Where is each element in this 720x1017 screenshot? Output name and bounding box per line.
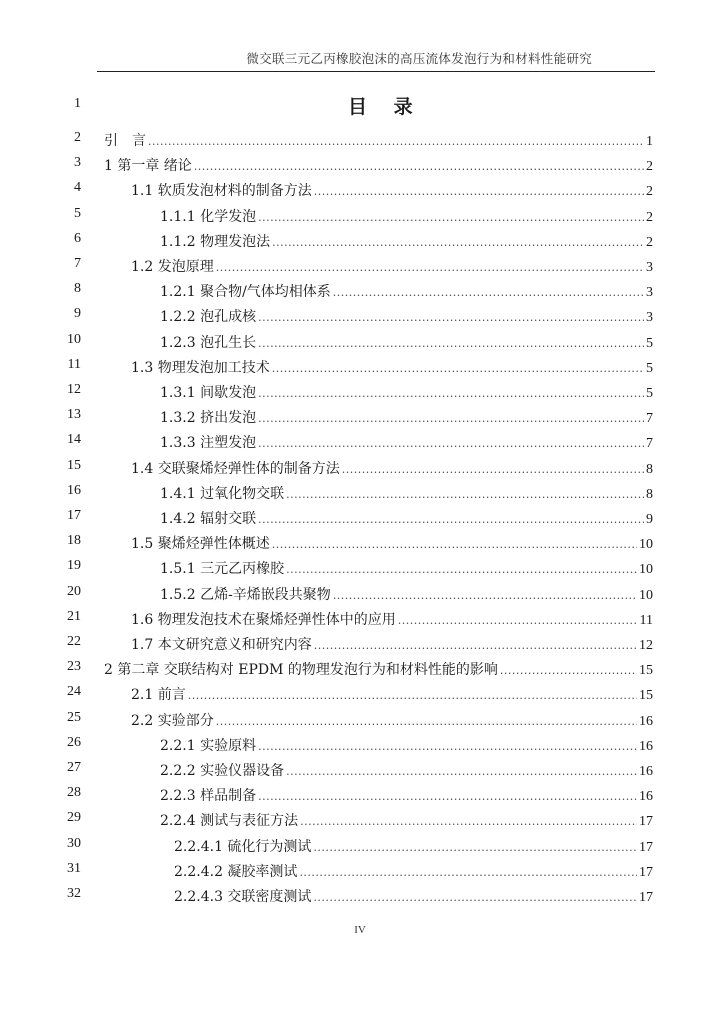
- toc-entry-label: 1.3.2 挤出发泡: [160, 410, 257, 427]
- toc-entry[interactable]: [160, 382, 653, 402]
- toc-row: [0, 582, 720, 606]
- line-number: 18: [67, 533, 81, 549]
- toc-entry[interactable]: [160, 558, 653, 578]
- toc-entry[interactable]: [160, 785, 653, 805]
- toc-entry[interactable]: [160, 735, 653, 755]
- toc-entry[interactable]: [160, 584, 653, 604]
- line-number: 30: [67, 835, 81, 851]
- line-number: 2: [74, 130, 81, 145]
- toc-entry-page: 3: [646, 285, 653, 301]
- toc-entry-label: 1.2.1 聚合物/气体均相体系: [160, 284, 331, 301]
- dot-leader: [188, 689, 637, 702]
- line-number: 22: [67, 634, 81, 649]
- toc-entry[interactable]: [131, 256, 653, 276]
- toc-entry-page: 10: [639, 587, 653, 603]
- toc-entry-label: 1.1.2 物理发泡法: [160, 233, 271, 250]
- toc-entry-page: 1: [646, 134, 653, 149]
- toc-row: [0, 657, 720, 681]
- page-header: [0, 47, 720, 67]
- dot-leader: [258, 513, 644, 526]
- toc-entry-label: 1.5.2 乙烯-辛烯嵌段共聚物: [160, 586, 331, 603]
- toc-title-row: [0, 92, 720, 118]
- toc-row: [0, 808, 720, 832]
- toc-row: [0, 279, 720, 303]
- toc-entry-label: 1.3 物理发泡加工技术: [131, 359, 270, 376]
- toc-entry-label: 2.2.3 样品制备: [160, 788, 257, 805]
- toc-row: [0, 153, 720, 177]
- toc-entry[interactable]: [160, 332, 653, 352]
- toc-entry-label: 引 言: [104, 133, 146, 149]
- toc-entry[interactable]: [174, 836, 653, 856]
- toc-entry[interactable]: [160, 231, 653, 251]
- dot-leader: [314, 185, 644, 198]
- dot-leader: [313, 891, 637, 904]
- dot-leader: [258, 311, 644, 324]
- toc-entry[interactable]: [131, 684, 653, 704]
- toc-entry[interactable]: [131, 710, 653, 730]
- dot-leader: [258, 412, 644, 425]
- header-rule: [97, 71, 655, 72]
- dot-leader: [272, 236, 644, 249]
- toc-entry[interactable]: [104, 155, 653, 175]
- toc-entry-label: 2.2.1 实验原料: [160, 737, 257, 754]
- toc-entry-page: 16: [639, 789, 653, 805]
- toc-entry-page: 15: [639, 663, 653, 679]
- toc-entry-label: 2.2.2 实验仪器设备: [160, 763, 285, 779]
- dot-leader: [216, 261, 644, 274]
- toc-entry-label: 1.6 物理发泡技术在聚烯烃弹性体中的应用: [131, 611, 396, 628]
- toc-entry-page: 2: [646, 159, 653, 175]
- toc-entry-label: 1.2.3 泡孔生长: [160, 334, 257, 351]
- dot-leader: [194, 160, 644, 173]
- line-number: 16: [67, 482, 81, 498]
- dot-leader: [148, 135, 644, 148]
- toc-entry-page: 5: [646, 335, 653, 351]
- toc-entry[interactable]: [131, 458, 653, 478]
- toc-entry-page: 8: [646, 486, 653, 502]
- toc-entry-page: 2: [646, 209, 653, 225]
- toc-entry-label: 2.1 前言: [131, 687, 186, 704]
- toc-entry-label: 1.2.2 泡孔成核: [160, 309, 257, 326]
- line-number: 26: [67, 734, 81, 750]
- dot-leader: [258, 387, 644, 400]
- toc-entry-page: 7: [646, 411, 653, 427]
- toc-entry[interactable]: [174, 861, 653, 881]
- toc-entry[interactable]: [160, 508, 653, 528]
- dot-leader: [258, 437, 644, 450]
- toc-entry[interactable]: [131, 180, 653, 200]
- toc-row: [0, 556, 720, 580]
- toc-entry-page: 16: [639, 764, 653, 779]
- toc-entry-page: 2: [646, 184, 653, 200]
- line-number: 20: [67, 583, 81, 599]
- toc-entry-label: 1.2 发泡原理: [131, 259, 214, 275]
- toc-row: [0, 178, 720, 202]
- toc-entry[interactable]: [131, 357, 653, 377]
- toc-entry-page: 17: [639, 890, 653, 905]
- line-number: 3: [74, 155, 81, 171]
- toc-entry[interactable]: [160, 306, 653, 326]
- toc-entry-page: 10: [639, 562, 653, 578]
- toc-entry-page: 17: [639, 839, 653, 855]
- line-number: 12: [67, 382, 81, 397]
- dot-leader: [258, 337, 644, 350]
- dot-leader: [272, 362, 644, 375]
- toc-row: [0, 405, 720, 429]
- line-number: 1: [74, 96, 81, 111]
- toc-entry-label: 2.2 实验部分: [131, 712, 214, 729]
- toc-entry[interactable]: [104, 659, 653, 679]
- toc-row: [0, 708, 720, 732]
- dot-leader: [300, 815, 637, 828]
- toc-entry-label: 2.2.4 测试与表征方法: [160, 813, 299, 830]
- toc-entry-page: 8: [646, 461, 653, 477]
- dot-leader: [286, 488, 644, 501]
- toc-entry-label: 1.4.1 过氧化物交联: [160, 485, 285, 502]
- line-number: 9: [74, 306, 81, 322]
- toc-entry[interactable]: [160, 810, 653, 830]
- toc-row: [0, 330, 720, 354]
- toc-row: [0, 481, 720, 505]
- dot-leader: [258, 211, 644, 224]
- line-number: 25: [67, 709, 81, 725]
- toc-entry-page: 3: [646, 260, 653, 275]
- toc-entry[interactable]: [131, 634, 653, 654]
- toc-entry[interactable]: [131, 533, 653, 553]
- toc-entry-page: 16: [639, 738, 653, 754]
- toc-entry-label: 1.3.1 间歇发泡: [160, 385, 257, 401]
- line-number: 15: [67, 457, 81, 473]
- toc-entry-page: 5: [646, 386, 653, 401]
- dot-leader: [272, 538, 637, 551]
- toc-entry-label: 1.1 软质发泡材料的制备方法: [131, 183, 312, 200]
- line-number: 8: [74, 281, 81, 297]
- toc-row: [0, 632, 720, 656]
- toc-entry-label: 1.5 聚烯烃弹性体概述: [131, 536, 270, 553]
- toc-row: [0, 884, 720, 908]
- toc-row: [0, 607, 720, 631]
- line-number: 31: [67, 860, 81, 876]
- toc-entry-page: 17: [639, 864, 653, 880]
- line-number: 11: [67, 356, 81, 372]
- line-number: 19: [67, 558, 81, 574]
- toc-entry-label: 1.7 本文研究意义和研究内容: [131, 637, 312, 653]
- toc-entry-label: 1.1.1 化学发泡: [160, 208, 257, 225]
- toc-entry[interactable]: [160, 432, 653, 452]
- toc-entry[interactable]: [160, 407, 653, 427]
- line-number: 4: [74, 180, 81, 196]
- toc-row: [0, 783, 720, 807]
- toc-entry-label: 2.2.4.2 凝胶率测试: [174, 863, 298, 880]
- dot-leader: [333, 589, 637, 602]
- line-number: 17: [67, 508, 81, 523]
- toc-entry-page: 17: [639, 814, 653, 830]
- toc-row: [0, 859, 720, 883]
- toc-row: [0, 254, 720, 278]
- toc-entry-page: 3: [646, 310, 653, 326]
- toc-entry-page: 10: [639, 537, 653, 553]
- toc-entry-page: 5: [646, 360, 653, 376]
- dot-leader: [500, 664, 637, 677]
- line-number: 32: [67, 886, 81, 901]
- toc-row: [0, 506, 720, 530]
- toc-entry-page: 12: [639, 638, 653, 653]
- toc-row: [0, 304, 720, 328]
- toc-entry[interactable]: [160, 760, 653, 780]
- line-number: 10: [67, 331, 81, 347]
- toc-entry-page: 7: [646, 436, 653, 452]
- toc-row: [0, 380, 720, 404]
- toc-entry-label: 1.4.2 辐射交联: [160, 511, 257, 527]
- line-number: 24: [67, 684, 81, 700]
- toc-row: [0, 733, 720, 757]
- toc-entry-label: 2.2.4.1 硫化行为测试: [174, 838, 312, 855]
- dot-leader: [342, 463, 644, 476]
- toc-entry[interactable]: [160, 483, 653, 503]
- toc-entry[interactable]: [174, 886, 653, 906]
- toc-entry[interactable]: [131, 609, 653, 629]
- toc-entry-label: 1 第一章 绪论: [104, 158, 192, 175]
- dot-leader: [286, 563, 637, 576]
- line-number: 13: [67, 407, 81, 423]
- dot-leader: [313, 841, 637, 854]
- line-number: 7: [74, 256, 81, 271]
- toc-row: [0, 531, 720, 555]
- toc-row: [0, 229, 720, 253]
- dot-leader: [258, 790, 637, 803]
- line-number: 5: [74, 205, 81, 221]
- toc-row: [0, 355, 720, 379]
- toc-entry[interactable]: [160, 206, 653, 226]
- line-number: 14: [67, 432, 81, 448]
- toc-row: [0, 758, 720, 782]
- toc-entry-label: 2.2.4.3 交联密度测试: [174, 889, 312, 905]
- dot-leader: [333, 286, 644, 299]
- line-number: 28: [67, 785, 81, 801]
- line-number: 27: [67, 760, 81, 775]
- dot-leader: [216, 715, 637, 728]
- toc-entry-page: 11: [639, 612, 653, 628]
- dot-leader: [398, 614, 638, 627]
- line-number: 6: [74, 230, 81, 246]
- page-number-footer: IV: [354, 924, 366, 936]
- toc-row: [0, 456, 720, 480]
- dot-leader: [286, 765, 637, 778]
- page-title: 目 录: [348, 96, 423, 118]
- toc-row: [0, 682, 720, 706]
- dot-leader: [314, 639, 637, 652]
- dot-leader: [258, 740, 637, 753]
- header-title: 微交联三元乙丙橡胶泡沫的高压流体发泡行为和材料性能研究: [246, 51, 592, 66]
- toc-row: [0, 834, 720, 858]
- line-number: 29: [67, 810, 81, 826]
- toc-row: [0, 430, 720, 454]
- toc-entry[interactable]: [104, 130, 653, 150]
- toc-entry[interactable]: [160, 281, 653, 301]
- toc-entry-page: 16: [639, 713, 653, 729]
- toc-row: [0, 128, 720, 152]
- toc-entry-page: 9: [646, 512, 653, 527]
- toc-row: [0, 204, 720, 228]
- toc-entry-page: 2: [646, 234, 653, 250]
- toc-entry-label: 1.4 交联聚烯烃弹性体的制备方法: [131, 460, 340, 477]
- line-number: 21: [67, 608, 81, 624]
- toc-entry-label: 2 第二章 交联结构对 EPDM 的物理发泡行为和材料性能的影响: [104, 662, 498, 679]
- dot-leader: [299, 866, 637, 879]
- toc-entry-label: 1.3.3 注塑发泡: [160, 435, 257, 452]
- line-number: 23: [67, 659, 81, 675]
- toc-entry-page: 15: [639, 688, 653, 704]
- toc-entry-label: 1.5.1 三元乙丙橡胶: [160, 561, 285, 578]
